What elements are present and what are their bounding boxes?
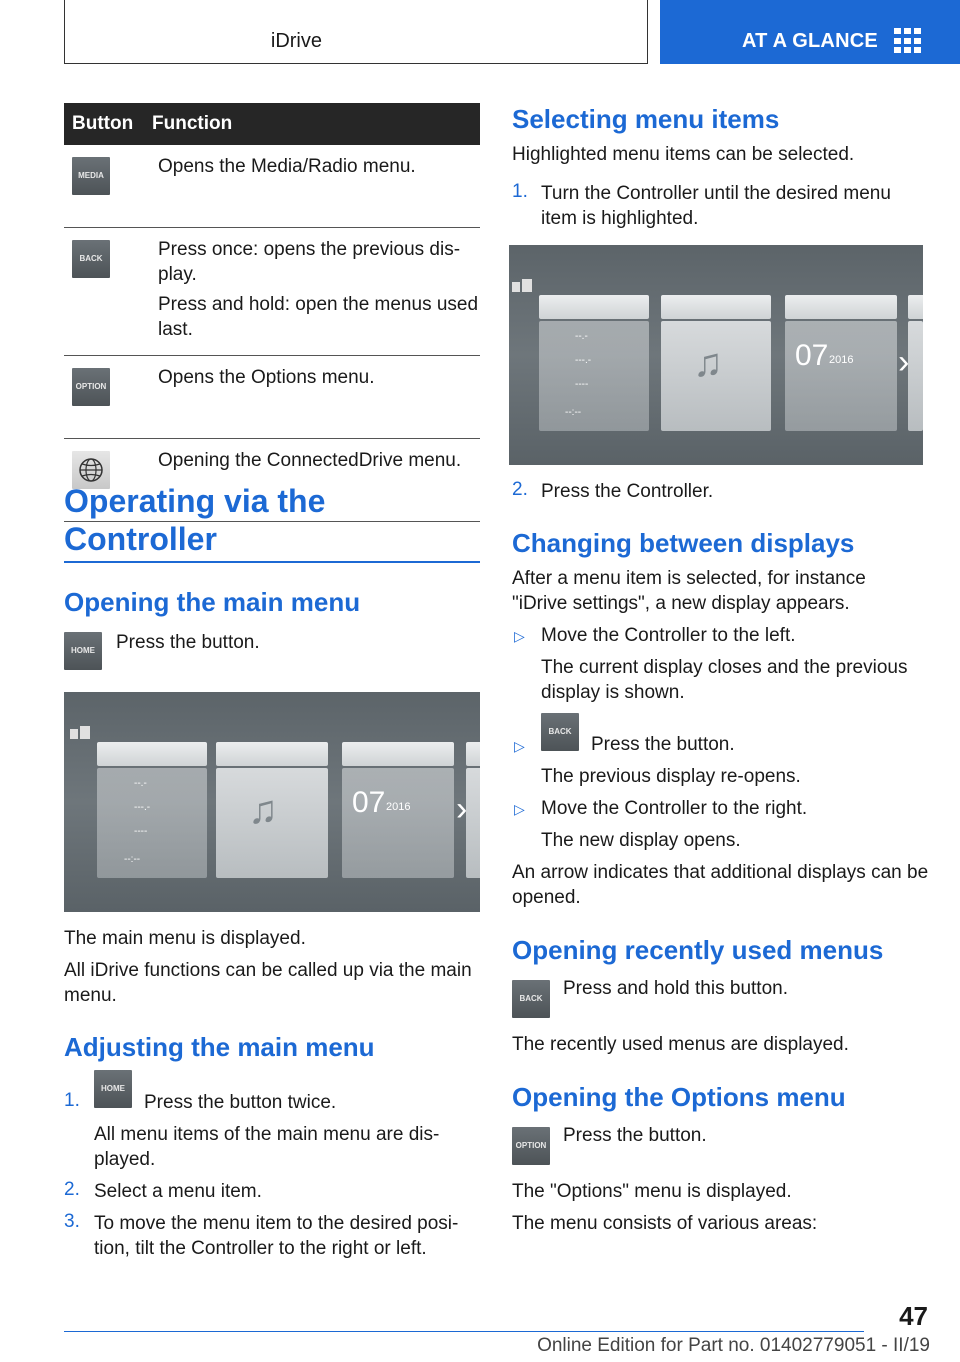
header-tab-at-a-glance[interactable] xyxy=(660,0,960,64)
calendar-month: 07 xyxy=(795,339,829,372)
triangle-bullet-icon: ▷ xyxy=(514,628,525,644)
button-function-table xyxy=(64,103,480,522)
step-text: Press the Controller. xyxy=(541,481,714,502)
step-text: Select a menu item. xyxy=(94,1181,262,1202)
home-button-icon: HOME xyxy=(94,1070,132,1108)
body-text: The recently used menus are displayed. xyxy=(512,1034,849,1055)
list-item-text: Press the button. xyxy=(591,734,735,755)
chevron-right-icon: › xyxy=(898,343,910,381)
back-button-icon: BACK xyxy=(541,713,579,751)
chevron-right-icon: › xyxy=(456,790,468,828)
info-value: --:-- xyxy=(124,854,141,865)
body-text: The menu consists of various areas: xyxy=(512,1213,818,1234)
table-row xyxy=(64,145,480,228)
heading-adjusting-main-menu: Adjusting the main menu xyxy=(64,1032,375,1062)
tile-next[interactable] xyxy=(466,768,480,878)
tile-header-phone xyxy=(342,742,454,766)
menu-grid-icon xyxy=(512,279,534,295)
step-text: To move the menu item to the desired posi‐tion, tilt the Controller to the right or left. xyxy=(94,1213,459,1259)
table-cell-function: Opening the ConnectedDrive menu. xyxy=(158,449,462,471)
info-value: ---.- xyxy=(575,355,592,366)
info-value: --.- xyxy=(575,331,588,342)
heading-opening-main-menu: Opening the main menu xyxy=(64,587,361,617)
header-section-title: iDrive xyxy=(270,30,322,52)
page-number: 47 xyxy=(899,1301,928,1331)
option-button-icon: OPTION xyxy=(512,1127,550,1165)
footer-rule xyxy=(64,1331,864,1332)
tile-header-settings xyxy=(466,742,480,766)
step-text: Press the button twice. xyxy=(144,1092,337,1113)
info-value: ---- xyxy=(134,826,148,837)
body-text: Press the button. xyxy=(563,1125,707,1146)
main-menu-screenshot xyxy=(64,692,480,912)
tile-vehicle-info[interactable] xyxy=(97,768,207,878)
heading-options-menu: Opening the Options menu xyxy=(512,1082,846,1112)
back-button-icon: BACK xyxy=(512,980,550,1018)
menu-grid-icon xyxy=(70,726,92,742)
tile-next[interactable] xyxy=(908,321,923,431)
body-text: The "Options" menu is displayed. xyxy=(512,1181,792,1202)
info-value: ---- xyxy=(575,379,589,390)
list-item-subtext: The previous display re-opens. xyxy=(541,766,801,787)
info-value: --.- xyxy=(134,778,147,789)
heading-changing-displays: Changing between displays xyxy=(512,528,855,558)
table-row xyxy=(64,355,480,438)
back-button-icon: BACK xyxy=(72,240,110,278)
body-text: Highlighted menu items can be selected. xyxy=(512,144,855,165)
body-text: After a menu item is selected, for instance "iDrive settings", a new display appears. xyxy=(512,568,866,614)
home-button-icon: HOME xyxy=(64,632,102,670)
step-number: 2. xyxy=(512,479,528,500)
tile-header-settings xyxy=(908,295,923,319)
tile-header-car xyxy=(539,295,649,319)
tile-header-music xyxy=(661,295,771,319)
calendar-year: 2016 xyxy=(386,801,411,813)
tile-header-car xyxy=(97,742,207,766)
table-row xyxy=(64,228,480,356)
step-text: Turn the Controller until the desired menu item is highlighted. xyxy=(541,183,891,229)
heading-recently-used-menus: Opening recently used menus xyxy=(512,935,884,965)
body-text: Press and hold this button. xyxy=(563,978,788,999)
body-text: All iDrive functions can be called up via the main menu. xyxy=(64,960,472,1006)
step-subtext: All menu items of the main menu are dis‐played. xyxy=(94,1124,440,1170)
info-value: --:-- xyxy=(565,407,582,418)
music-note-icon: ♫ xyxy=(248,788,278,832)
heading-rule xyxy=(64,561,480,563)
calendar-year: 2016 xyxy=(829,354,854,366)
list-item-text: Move the Controller to the left. xyxy=(541,625,796,646)
info-value: ---.- xyxy=(134,802,151,813)
triangle-bullet-icon: ▷ xyxy=(514,801,525,817)
menu-highlight-screenshot xyxy=(509,245,923,465)
tile-vehicle-info[interactable] xyxy=(539,321,649,431)
table-cell-function: Opens the Media/Radio menu. xyxy=(158,156,416,177)
tile-calendar[interactable] xyxy=(785,321,897,431)
music-note-icon: ♫ xyxy=(693,341,723,385)
body-text: The main menu is displayed. xyxy=(64,928,306,949)
table-cell-function: Opens the Options menu. xyxy=(158,366,375,388)
option-button-icon: OPTION xyxy=(72,368,110,406)
list-item-subtext: The current display closes and the previous display is shown. xyxy=(541,657,908,703)
header-frame xyxy=(64,0,648,64)
heading-selecting-menu-items: Selecting menu items xyxy=(512,104,780,134)
list-item-subtext: The new display opens. xyxy=(541,830,741,851)
press-button-text: Press the button. xyxy=(116,632,260,653)
calendar-month: 07 xyxy=(352,786,386,819)
step-number: 2. xyxy=(64,1179,80,1200)
table-cell-function: Press and hold: open the menus used last. xyxy=(158,294,479,341)
list-item-text: Move the Controller to the right. xyxy=(541,798,808,819)
step-number: 1. xyxy=(512,181,528,202)
step-number: 1. xyxy=(64,1090,80,1111)
body-text: An arrow indicates that additional displays can be opened. xyxy=(512,862,929,908)
triangle-bullet-icon: ▷ xyxy=(514,738,525,754)
tile-calendar[interactable] xyxy=(342,768,454,878)
grid-icon xyxy=(894,28,922,54)
table-cell-function: Press once: opens the previous dis‐play. xyxy=(158,239,461,285)
footer-edition: Online Edition for Part no. 01402779051 - II/19 xyxy=(537,1335,930,1356)
header-tab-label: AT A GLANCE xyxy=(742,30,878,52)
tile-header-music xyxy=(216,742,328,766)
table-header-button: Button xyxy=(64,103,152,145)
tile-header-phone xyxy=(785,295,897,319)
section-heading-operating: Operating via the Controller xyxy=(64,483,326,557)
step-number: 3. xyxy=(64,1211,80,1232)
media-button-icon: MEDIA xyxy=(72,157,110,195)
table-header-function: Function xyxy=(152,103,480,145)
